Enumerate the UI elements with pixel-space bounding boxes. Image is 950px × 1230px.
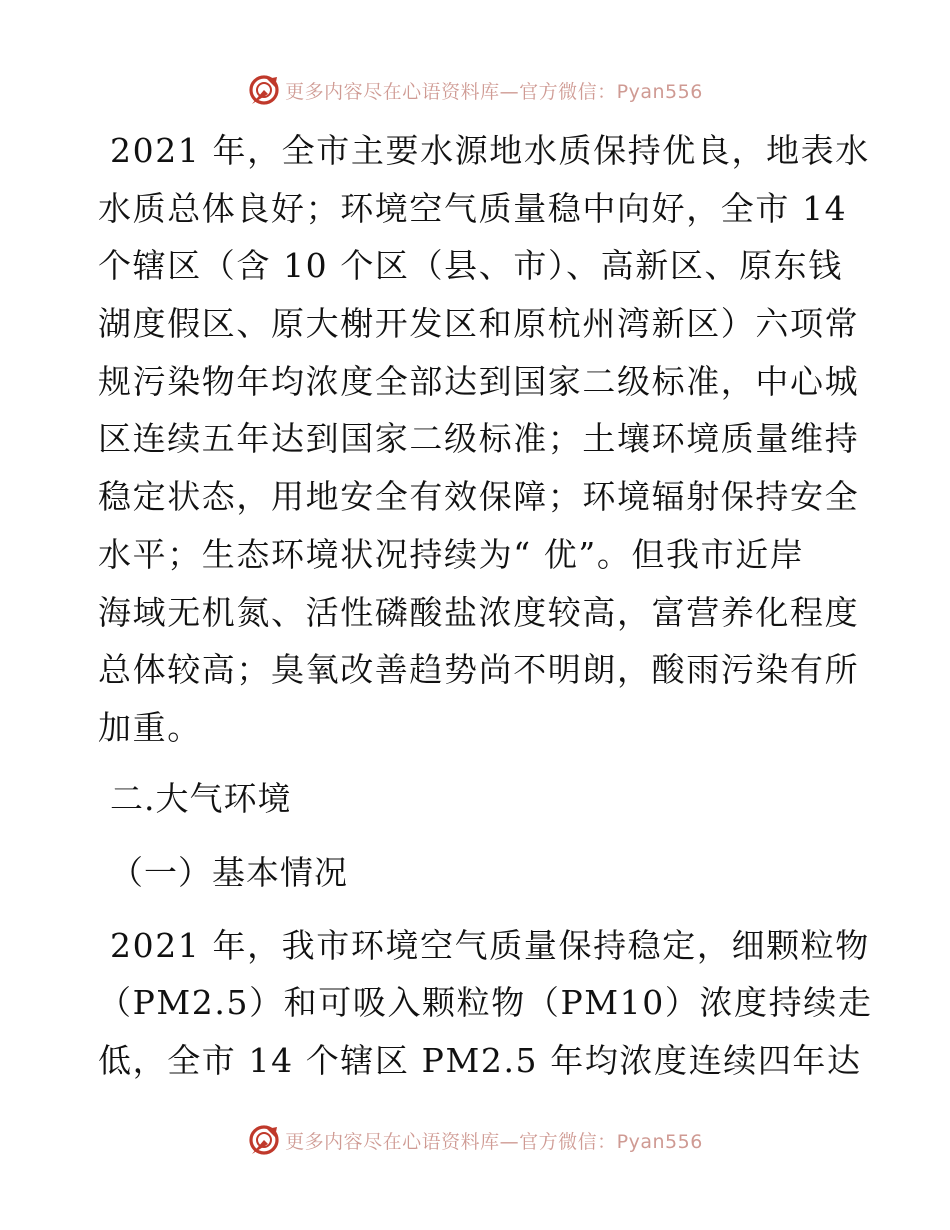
text-line: 规污染物年均浓度全部达到国家二级标准，中心城 [98,361,860,401]
document-body [98,122,873,1090]
banner-text: 更多内容尽在心语资料库—官方微信：Pyan556 [285,1130,703,1153]
banner-text: 更多内容尽在心语资料库—官方微信：Pyan556 [285,80,703,103]
footer-banner [0,1120,950,1160]
text-line: 个辖区（含 10 个区（县、市）、高新区、原东钱 [98,246,843,286]
text-line: 2021 年，我市环境空气质量保持稳定，细颗粒物 [110,925,870,965]
pen-logo-icon [247,1123,281,1157]
subsection-heading: （一）基本情况 [110,852,348,892]
pen-logo-icon [247,73,281,107]
paragraph-air-quality [98,917,873,1090]
header-banner [0,70,950,110]
text-line: （PM2.5）和可吸入颗粒物（PM10）浓度持续走 [98,983,873,1023]
text-line: 水质总体良好；环境空气质量稳中向好，全市 14 [98,188,848,228]
text-line: 稳定状态，用地安全有效保障；环境辐射保持安全 [98,477,860,517]
text-line: 区连续五年达到国家二级标准；土壤环境质量维持 [98,419,860,459]
text-line: 加重。 [98,707,202,747]
text-line: 海域无机氮、活性磷酸盐浓度较高，富营养化程度 [98,592,860,632]
text-line: 湖度假区、原大榭开发区和原杭州湾新区）六项常 [98,304,860,344]
section-heading: 二.大气环境 [110,778,292,818]
text-line: 总体较高；臭氧改善趋势尚不明朗，酸雨污染有所 [98,650,860,690]
text-line: 水平；生态环境状况持续为“ 优”。但我市近岸 [98,534,805,574]
paragraph-environment-summary [98,122,870,757]
text-line: 2021 年，全市主要水源地水质保持优良，地表水 [110,131,870,170]
text-line: 低，全市 14 个辖区 PM2.5 年均浓度连续四年达 [98,1040,862,1080]
